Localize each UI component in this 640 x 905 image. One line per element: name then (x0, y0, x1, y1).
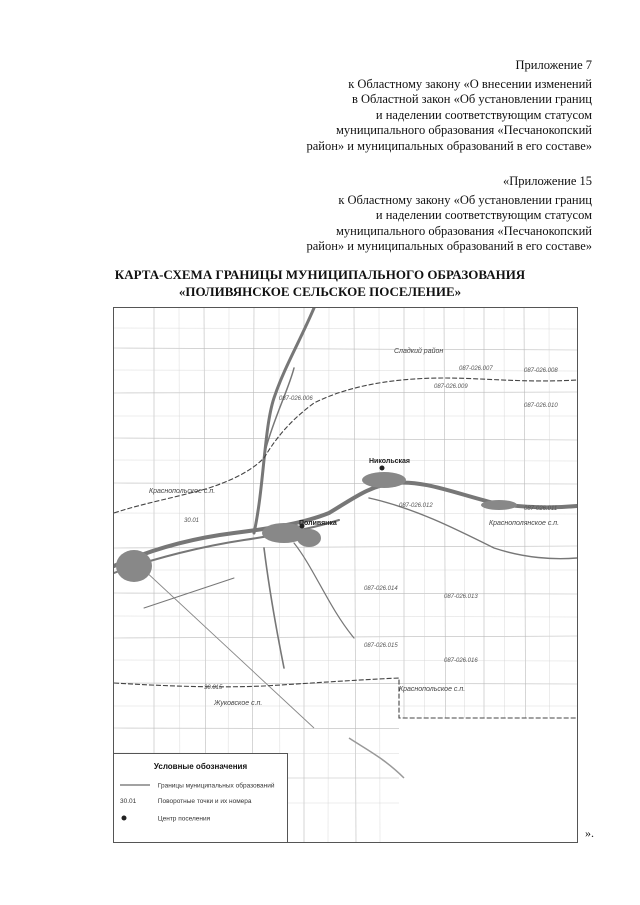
map-point-label: 087-026.006 (279, 396, 313, 402)
legend-title: Условные обозначения (153, 762, 248, 771)
boundary-line-icon (120, 782, 156, 790)
legend-item-boundary (120, 782, 274, 790)
map-point-label: 087-026.014 (364, 586, 398, 592)
appendix-15-line: к Областному закону «Об установлении границ (338, 192, 592, 207)
map-point-label: 087-026.012 (399, 503, 433, 509)
closing-quote: ». (585, 826, 594, 840)
legend-label: Центр поселения (157, 815, 211, 823)
map-point-label: 087-026.010 (524, 403, 558, 409)
appendix-7-line: в Областной закон «Об установлении границ (351, 92, 592, 106)
map-title-line: «ПОЛИВЯНСКОЕ СЕЛЬСКОЕ ПОСЕЛЕНИЕ» (178, 284, 462, 299)
appendix-15-title: «Приложение 15 (503, 174, 592, 188)
legend-symbol: 30.01 (120, 798, 137, 805)
map-point-label: 087-026.009 (434, 384, 468, 390)
map-area-label: Краснополянское с.п. (489, 520, 560, 527)
map-point-label: 087-026.013 (444, 594, 478, 600)
map-title (0, 266, 640, 300)
appendix-7-line: к Областному закону «О внесении изменений (348, 76, 592, 91)
map-frame[interactable] (113, 307, 578, 843)
legend-item-centre (120, 814, 210, 824)
appendix-7-header (307, 58, 593, 154)
map-point-label: 087-026.007 (459, 366, 493, 372)
legend-item-points (120, 798, 252, 805)
centre-dot-icon (120, 814, 156, 824)
appendix-7-line: район» и муниципальных образований в его составе» (306, 138, 592, 153)
legend-label: Поворотные точки и их номера (157, 798, 252, 806)
appendix-7-title: Приложение 7 (515, 58, 592, 72)
settlement-label: Никольская (369, 458, 410, 465)
map-point-label: 30.01 (184, 518, 200, 524)
legend-label: Границы муниципальных образований (157, 782, 275, 790)
settlement-label: Поливянка (299, 520, 337, 527)
map-point-label: 087-026.016 (444, 658, 478, 664)
map-area-label: Сладкий район (394, 348, 444, 355)
map-point-label: 087-026.008 (524, 368, 558, 374)
map-legend (114, 753, 288, 842)
map-title-line: КАРТА-СХЕМА ГРАНИЦЫ МУНИЦИПАЛЬНОГО ОБРАЗОВАНИЯ (114, 267, 526, 282)
map-area-label: Жуковское с.п. (214, 700, 263, 707)
map-point-label: 30.015 (204, 685, 223, 691)
appendix-15-line: район» и муниципальных образований в его составе» (306, 239, 592, 253)
appendix-15-line: муниципального образования «Песчанокопский (336, 223, 592, 238)
map-area-label: Краснопольское с.п. (399, 686, 466, 693)
appendix-15-line: и наделении соответствующим статусом (375, 208, 592, 222)
map-point-label: 087-026.011 (524, 506, 558, 512)
map-area-label: Краснопольское с.п. (149, 488, 216, 495)
appendix-7-line: муниципального образования «Песчанокопский (336, 123, 592, 137)
appendix-15-header (307, 174, 593, 255)
appendix-7-line: и наделении соответствующим статусом (375, 107, 592, 122)
map-point-label: 087-026.015 (364, 643, 398, 649)
